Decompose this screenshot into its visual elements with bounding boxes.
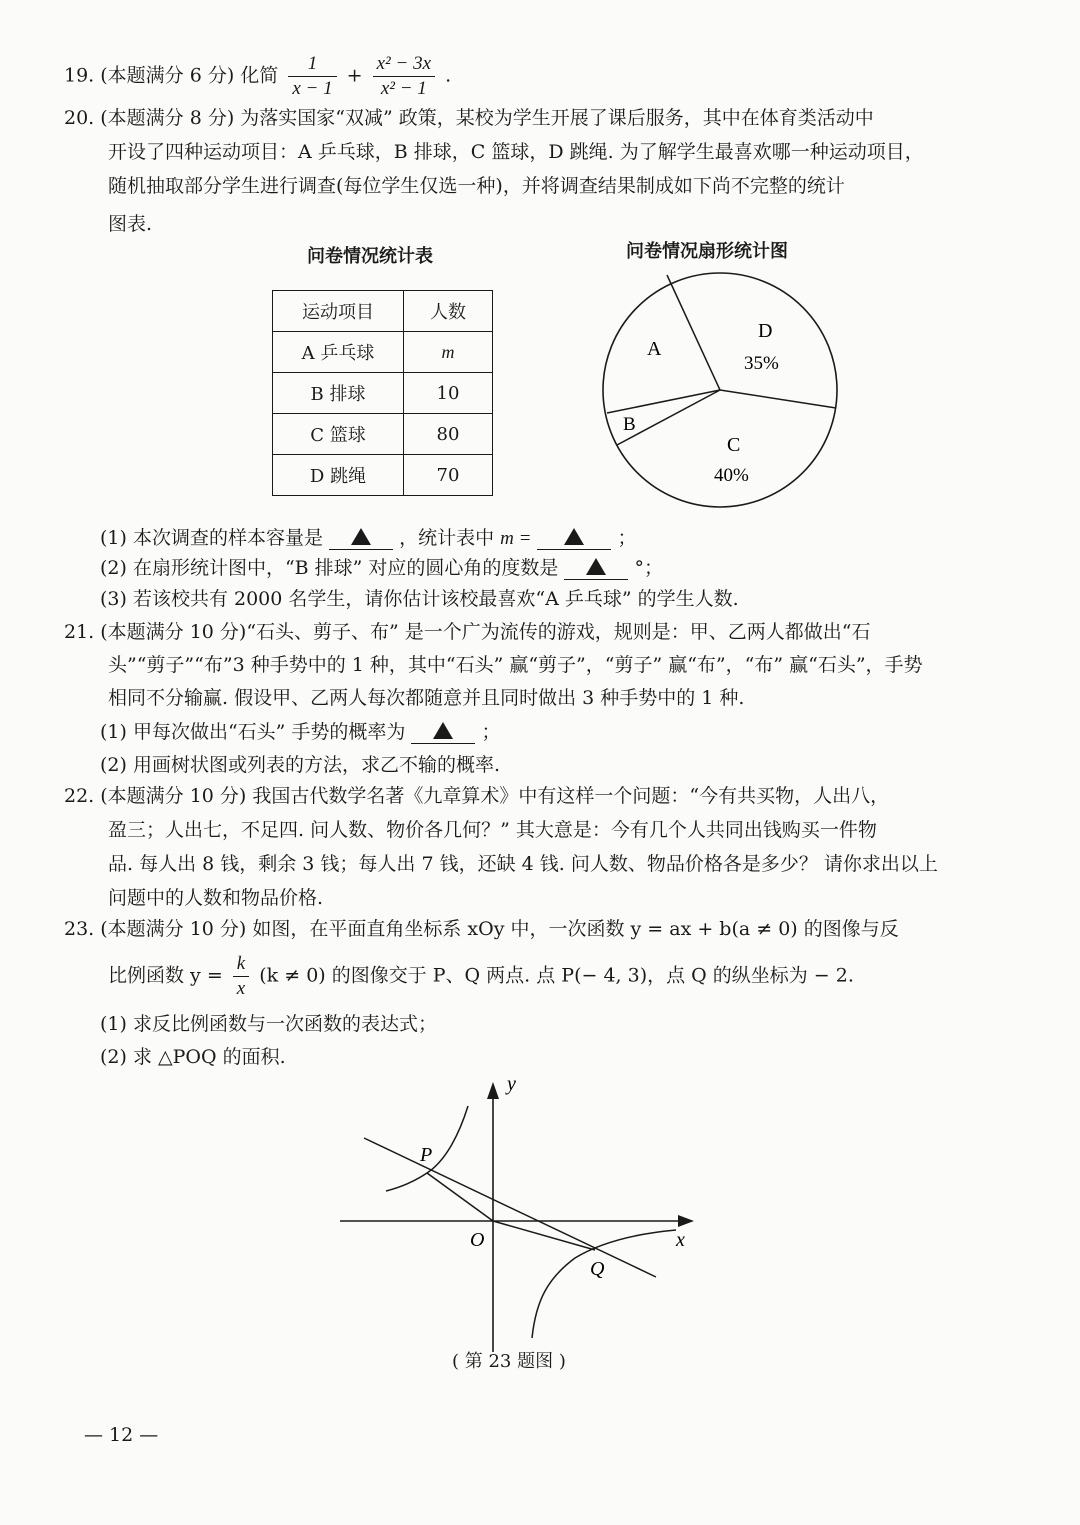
- hyperbola-lower-right: [532, 1230, 676, 1338]
- q22-line-1: 22. (本题满分 10 分) 我国古代数学名著《九章算术》中有这样一个问题：“今有共买物，人出八，: [64, 785, 890, 807]
- table-cell: 80: [404, 414, 493, 455]
- table-row: [273, 455, 493, 496]
- q20-sub1: (1) 本次调查的样本容量是 ，统计表中 m = ；: [100, 527, 637, 549]
- table-row: [273, 373, 493, 414]
- x-axis-label: x: [676, 1229, 685, 1251]
- pie-label-a: A: [647, 338, 662, 360]
- q23-sub2: (2) 求 △POQ 的面积.: [100, 1046, 286, 1068]
- pie-label-c: C: [727, 434, 741, 456]
- q19-fraction-2: $\frac{\text{x² − 3x}}{\text{x² − 1}}$: [373, 52, 435, 101]
- q21-sub1: (1) 甲每次做出“石头” 手势的概率为 ；: [100, 721, 501, 743]
- table-row: [273, 414, 493, 455]
- table-cell: 70: [404, 455, 493, 496]
- table-cell: D 跳绳: [273, 455, 404, 496]
- q20-sub2: (2) 在扇形统计图中，“B 排球” 对应的圆心角的度数是 °；: [100, 557, 664, 579]
- q19-prefix: 19. (本题满分 6 分) 化简: [64, 64, 279, 87]
- y-axis-label: y: [507, 1073, 516, 1095]
- answer-blank: [329, 527, 393, 550]
- q23-sub1: (1) 求反比例函数与一次函数的表达式；: [100, 1013, 437, 1035]
- pie-divider-d-c: [720, 390, 836, 408]
- x-axis-arrow-icon: [678, 1215, 694, 1227]
- q22-line-4: 问题中的人数和物品价格.: [108, 887, 324, 909]
- q21-line-2: 头”“剪子”“布”3 种手势中的 1 种，其中“石头” 赢“剪子”，“剪子” 赢“布”，“布” 赢“石头”，手势: [108, 654, 923, 676]
- pie-percent-d: 35%: [744, 353, 779, 374]
- answer-blank: [411, 721, 475, 744]
- q23-line-2: 比例函数 y = $\frac{k}{x}$ (k ≠ 0) 的图像交于 P、Q 两点. 点 P(− 4, 3)，点 Q 的纵坐标为 − 2.: [108, 953, 854, 999]
- y-axis-arrow-icon: [487, 1082, 499, 1099]
- q19-fraction-1: $\frac{1}{x - 1}$: [288, 52, 336, 101]
- point-p-label: P: [420, 1144, 433, 1166]
- q22-line-2: 盈三；人出七，不足四. 问人数、物价各几何？” 其大意是：今有几个人共同出钱购买一件物: [108, 819, 877, 841]
- point-q-label: Q: [590, 1258, 605, 1280]
- q19-plus: +: [346, 64, 363, 87]
- q20-line-2: 开设了四种运动项目：A 乒乓球，B 排球，C 篮球，D 跳绳. 为了解学生最喜欢哪一种运动项目，: [108, 141, 924, 163]
- pie-label-b: B: [623, 414, 636, 435]
- page-number: — 12 —: [84, 1424, 159, 1446]
- pie-chart: [590, 262, 850, 522]
- pie-percent-c: 40%: [714, 465, 749, 486]
- q21-sub2: (2) 用画树状图或列表的方法，求乙不输的概率.: [100, 754, 500, 776]
- pie-label-d: D: [758, 320, 773, 342]
- origin-label: O: [470, 1229, 485, 1251]
- linear-function-line: [364, 1138, 656, 1277]
- q23-line-1: 23. (本题满分 10 分) 如图，在平面直角坐标系 xOy 中，一次函数 y = ax + b(a ≠ 0) 的图像与反: [64, 918, 899, 940]
- q23-fraction: $\frac{k}{x}$: [233, 952, 249, 1001]
- blank-triangle-icon: [564, 528, 584, 545]
- q22-line-3: 品. 每人出 8 钱，剩余 3 钱；每人出 7 钱，还缺 4 钱. 问人数、物品价格各是多少？ 请你求出以上: [108, 853, 938, 875]
- table-header-row: [273, 291, 493, 332]
- q21-line-1: 21. (本题满分 10 分)“石头、剪子、布” 是一个广为流传的游戏，规则是：甲、乙两人都做出“石: [64, 621, 871, 643]
- table-cell: 10: [404, 373, 493, 414]
- blank-triangle-icon: [586, 558, 606, 575]
- segment-oq: [493, 1221, 595, 1250]
- blank-triangle-icon: [351, 528, 371, 545]
- segment-op: [427, 1173, 493, 1221]
- pie-divider-a-d: [667, 275, 720, 390]
- table-header-item: 运动项目: [273, 291, 404, 332]
- blank-triangle-icon: [433, 722, 453, 739]
- table-title: 问卷情况统计表: [307, 246, 433, 267]
- answer-blank: [537, 527, 611, 550]
- answer-blank: [564, 557, 628, 580]
- q19-line: 19. (本题满分 6 分) 化简 $\frac{1}{x - 1}$ + $\frac{\text{x² − 3x}}{\text{x² − 1}}$ .: [64, 53, 452, 99]
- q20-sub3: (3) 若该校共有 2000 名学生，请你估计该校最喜欢“A 乒乓球” 的学生人数.: [100, 588, 739, 610]
- q20-line-4: 图表.: [108, 213, 153, 235]
- q21-line-3: 相同不分输赢. 假设甲、乙两人每次都随意并且同时做出 3 种手势中的 1 种.: [108, 687, 745, 709]
- survey-table: [272, 290, 493, 496]
- table-cell: C 篮球: [273, 414, 404, 455]
- pie-chart-title: 问卷情况扇形统计图: [626, 241, 788, 262]
- q20-line-1: 20. (本题满分 8 分) 为落实国家“双减” 政策，某校为学生开展了课后服务，其中在体育类活动中: [64, 107, 874, 129]
- pie-divider-b-a: [607, 390, 720, 413]
- table-row: [273, 332, 493, 373]
- figure-caption: ( 第 23 题图 ): [452, 1351, 566, 1372]
- table-cell: B 排球: [273, 373, 404, 414]
- table-cell: A 乒乓球: [273, 332, 404, 373]
- table-cell: m: [404, 332, 493, 373]
- coordinate-figure: [340, 1070, 720, 1370]
- q20-line-3: 随机抽取部分学生进行调查(每位学生仅选一种)，并将调查结果制成如下尚不完整的统计: [108, 175, 845, 197]
- table-header-count: 人数: [404, 291, 493, 332]
